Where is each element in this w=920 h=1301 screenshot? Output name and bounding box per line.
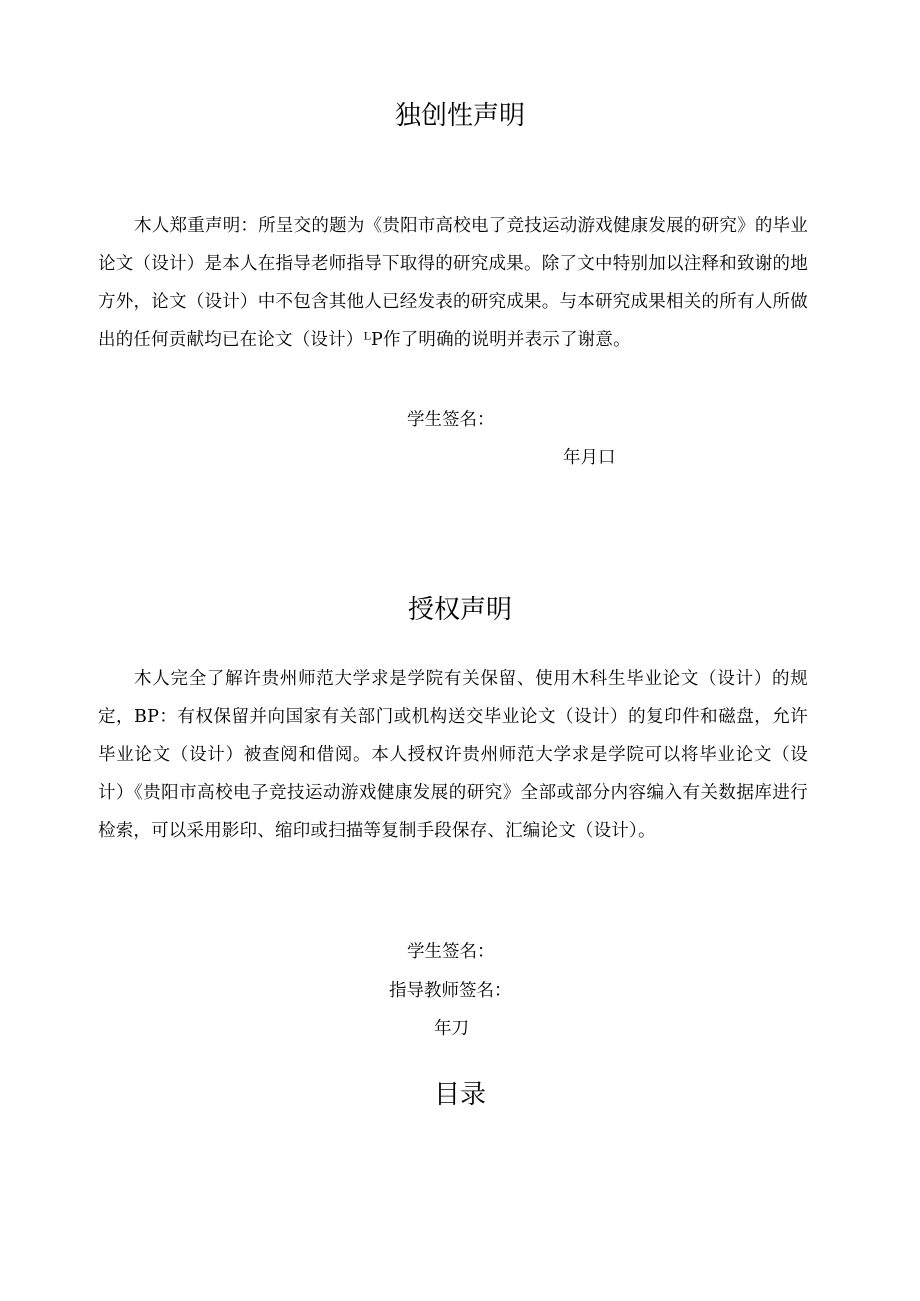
originality-statement: 木人郑重声明：所呈交的题为《贵阳市高校电了竞技运动游戏健康发展的研究》的毕业论文（设计）是本人在指导老师指导下取得的研究成果。除了文中特别加以注释和致谢的地方外，论文（设计）中不包含其他人已经发表的研究成果。与本研究成果相关的所有人所做出的任何贡献均已在论文（设计）ᴸP作了明确的说明并表示了谢意。 [98, 216, 808, 350]
authorization-date-label: 年刀 [434, 1019, 469, 1039]
originality-date-label: 年月口 [563, 448, 616, 468]
authorization-statement: 木人完全了解许贵州师范大学求是学院有关保留、使用木科生毕业论文（设计）的规定，BP：有权保留并向国家有关部门或机构送交毕业论文（设计）的复印件和磁盘，允许毕业论文（设计）被查阅和借阅。本人授权许贵州师范大学求是学院可以将毕业论文（设计）《贵阳市高校电子竞技运动游戏健康发展的研究》全部或部分内容编入有关数据库进行检索，可以采用影印、缩印或扫描等复制手段保存、汇编论文（设计）。 [98, 669, 808, 841]
authorization-student-signature-label: 学生签名： [407, 942, 495, 962]
originality-student-signature-label: 学生签名： [407, 410, 495, 430]
authorization-title: 授权声明 [407, 595, 512, 625]
advisor-signature-label: 指导教师签名： [389, 981, 512, 1001]
originality-title: 独创性声明 [394, 101, 525, 131]
toc-title: 目录 [433, 1080, 486, 1110]
